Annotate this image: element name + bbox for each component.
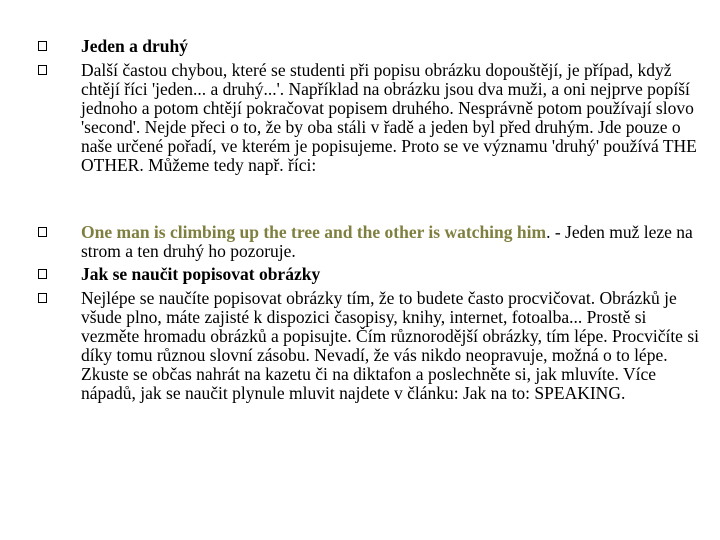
paragraph-common-mistake: Další častou chybou, které se studenti při popisu obrázku dopouštějí, je případ, když chtějí říci 'jeden... a druhý...'. Například na obrázku jsou dva muži, a oni nejprve popíší jednoho a potom chtějí pokračovat popisem druhého. Nesprávně potom používají slovo 'second'. Nejde přeci o to, že by oba stáli v řadě a jeden byl před druhým. Jde pouze o naše určené pořadí, ve kterém je popisujeme. Proto se ve významu 'druhý' používá THE OTHER. Můžeme tedy např. říci: xyxy=(81,60,697,175)
example-translation: . - Jeden muž leze na strom a ten druhý ho pozoruje. xyxy=(81,222,693,261)
heading-jeden-a-druhy: Jeden a druhý xyxy=(81,36,188,56)
square-bullet-icon xyxy=(38,293,47,303)
square-bullet-icon xyxy=(38,227,47,237)
heading-jak-se-naucit: Jak se naučit popisovat obrázky xyxy=(81,264,321,284)
square-bullet-icon xyxy=(38,65,47,75)
square-bullet-icon xyxy=(38,269,47,279)
square-bullet-icon xyxy=(38,41,47,51)
example-sentence xyxy=(81,223,701,261)
paragraph-how-to-learn: Nejlépe se naučíte popisovat obrázky tím, že to budete často procvičovat. Obrázků je všude plno, máte zajisté k dispozici časopisy, knihy, internet, fotoalba... Prostě si vezměte hromadu obrázků a popisujte. Čím různorodější obrázky, tím lépe. Procvičíte si díky tomu různou slovní zásobu. Nevadí, že vás nikdo neopravuje, možná o to lépe. Zkuste se občas nahrát na kazetu či na diktafon a poslechněte si, jak mluvíte. Více nápadů, jak se naučit plynule mluvit najdete v článku: Jak na to: SPEAKING. xyxy=(81,288,699,403)
example-english: One man is climbing up the tree and the other is watching him xyxy=(81,222,547,242)
